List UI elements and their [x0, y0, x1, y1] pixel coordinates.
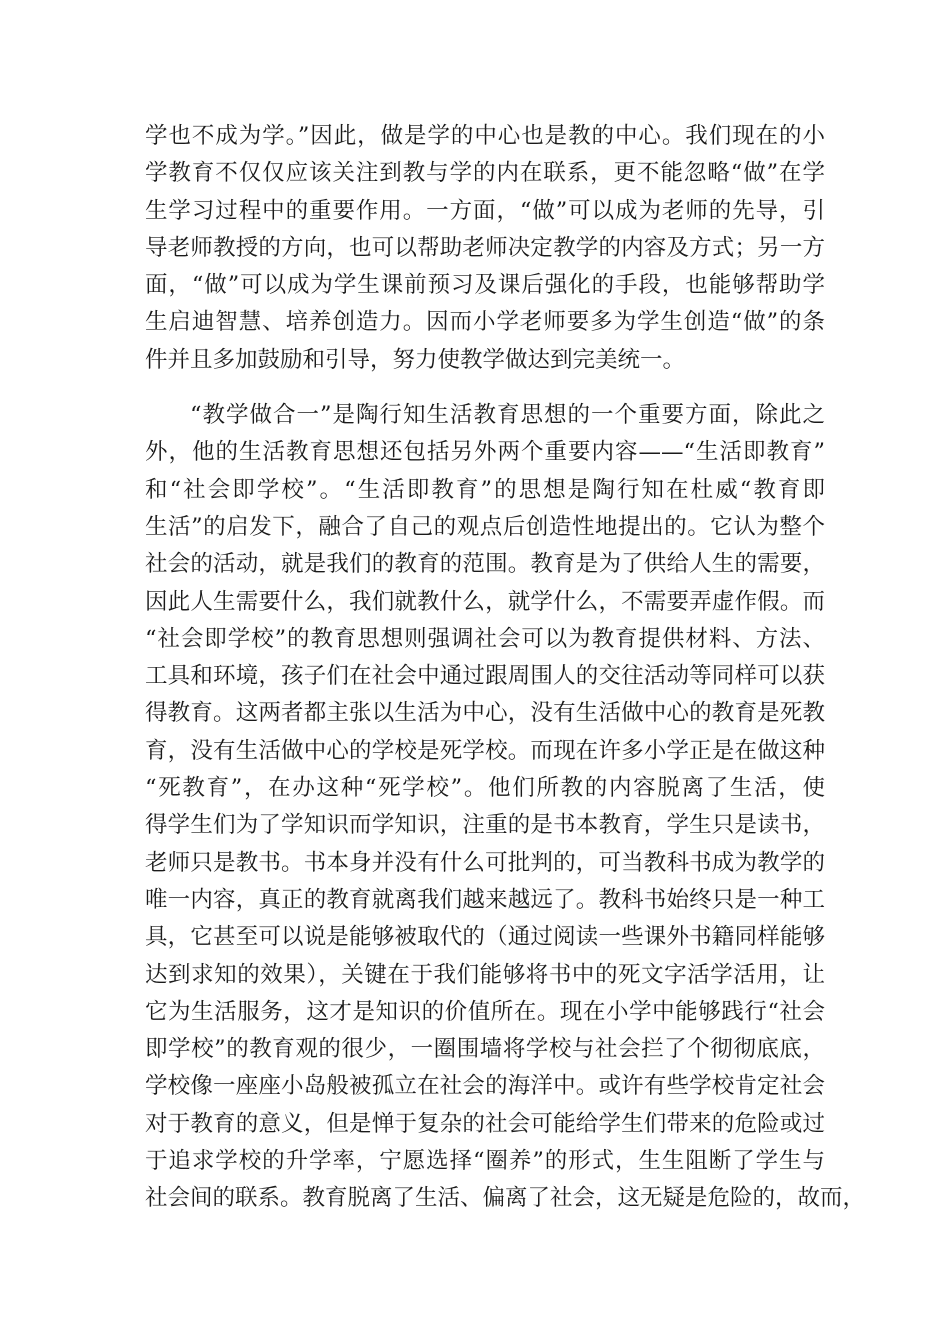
text-line: “死教育”，在办这种“死学校”。他们所教的内容脱离了生活，使: [145, 775, 825, 802]
text-line: 生启迪智慧、培养创造力。因而小学老师要多为学生创造“做”的条: [145, 309, 825, 336]
text-line: 唯一内容，真正的教育就离我们越来越远了。教科书始终只是一种工: [145, 886, 825, 913]
text-line: 它为生活服务，这才是知识的价值所在。现在小学中能够践行“社会: [145, 998, 825, 1025]
text-line: 生活”的启发下，融合了自己的观点后创造性地提出的。它认为整个: [145, 513, 825, 540]
text-line: 学也不成为学。”因此，做是学的中心也是教的中心。我们现在的小: [145, 123, 825, 149]
text-line: 外，他的生活教育思想还包括另外两个重要内容——“生活即教育”: [145, 439, 825, 466]
text-line: 面，“做”可以成为学生课前预习及课后强化的手段，也能够帮助学: [145, 272, 825, 299]
text-line: 具，它甚至可以说是能够被取代的（通过阅读一些课外书籍同样能够: [145, 924, 825, 951]
document-body: [145, 118, 866, 1218]
text-line: 得学生们为了学知识而学知识，注重的是书本教育，学生只是读书，: [145, 812, 825, 839]
text-line: 生学习过程中的重要作用。一方面，“做”可以成为老师的先导，引: [145, 197, 825, 224]
text-line: 学校像一座座小岛般被孤立在社会的海洋中。或许有些学校肯定社会: [145, 1073, 825, 1100]
text-line: 老师只是教书。书本身并没有什么可批判的，可当教科书成为教学的: [145, 849, 825, 876]
text-line: 育，没有生活做中心的学校是死学校。而现在许多小学正是在做这种: [145, 737, 825, 764]
text-line: 工具和环境，孩子们在社会中通过跟周围人的交往活动等同样可以获: [145, 663, 825, 690]
text-line: 导老师教授的方向，也可以帮助老师决定教学的内容及方式；另一方: [145, 234, 825, 261]
text-line: 社会间的联系。教育脱离了生活、偏离了社会，这无疑是危险的，故而，: [145, 1185, 866, 1212]
text-line: 因此人生需要什么，我们就教什么，就学什么，不需要弄虚作假。而: [145, 588, 825, 615]
text-line: 得教育。这两者都主张以生活为中心，没有生活做中心的教育是死教: [145, 700, 825, 727]
text-line: 件并且多加鼓励和引导，努力使教学做达到完美统一。: [145, 346, 686, 373]
paragraph-2: [145, 397, 866, 1218]
text-line: 和“社会即学校”。“生活即教育”的思想是陶行知在杜威“教育即: [145, 476, 825, 503]
text-line: 对于教育的意义，但是惮于复杂的社会可能给学生们带来的危险或过: [145, 1110, 825, 1137]
text-line: “教学做合一”是陶行知生活教育思想的一个重要方面，除此之: [190, 402, 825, 429]
paragraph-1: [145, 118, 825, 379]
text-line: 即学校”的教育观的很少，一圈围墙将学校与社会拦了个彻彻底底，: [145, 1036, 825, 1063]
text-line: 学教育不仅仅应该关注到教与学的内在联系，更不能忽略“做”在学: [145, 160, 825, 187]
text-line: 于追求学校的升学率，宁愿选择“圈养”的形式，生生阻断了学生与: [145, 1148, 825, 1175]
text-line: “社会即学校”的教育思想则强调社会可以为教育提供材料、方法、: [145, 625, 825, 652]
text-line: 达到求知的效果），关键在于我们能够将书中的死文字活学活用，让: [145, 961, 825, 988]
text-line: 社会的活动，就是我们的教育的范围。教育是为了供给人生的需要，: [145, 551, 825, 578]
